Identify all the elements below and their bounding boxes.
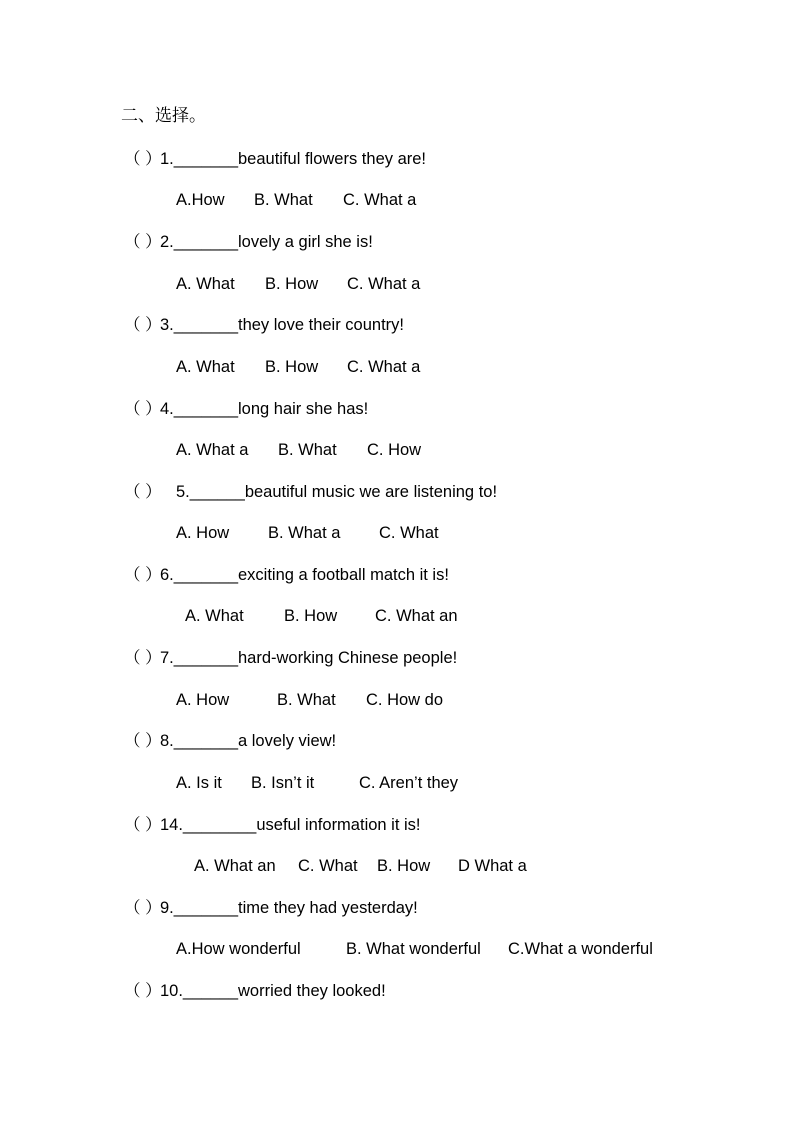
options-2	[176, 273, 420, 295]
options-8	[176, 772, 458, 794]
option-b: B. Isn’t it	[251, 774, 315, 792]
question-5	[124, 481, 497, 503]
option-d: D What a	[458, 857, 527, 875]
option-b: B. What	[277, 691, 336, 709]
options-14	[194, 855, 527, 877]
option-a: A.How	[176, 191, 225, 209]
question-text: 6._______exciting a football match it is!	[160, 566, 449, 584]
options-3	[176, 356, 420, 378]
question-14	[124, 814, 421, 836]
option-a: A. What a	[176, 441, 249, 459]
option-a: A. What	[185, 607, 244, 625]
question-text: 1._______beautiful flowers they are!	[160, 150, 427, 168]
option-c: C. What	[298, 857, 358, 875]
option-b: B. How	[265, 275, 319, 293]
answer-blank: （ ）	[124, 899, 162, 917]
question-6	[124, 564, 449, 586]
question-text: 9._______time they had yesterday!	[160, 899, 418, 917]
question-4	[124, 398, 368, 420]
option-c: C. What a	[347, 358, 421, 376]
question-text: 4._______long hair she has!	[160, 400, 369, 418]
answer-blank: （ ）	[124, 233, 162, 251]
answer-blank: （ ）	[124, 649, 162, 667]
option-b: B. How	[265, 358, 319, 376]
options-1	[176, 189, 416, 211]
option-c: C. What a	[347, 275, 421, 293]
options-7	[176, 689, 443, 711]
option-a: A. Is it	[176, 774, 222, 792]
option-a: A. What	[176, 275, 235, 293]
option-c: C. What	[379, 524, 439, 542]
option-c: C. What an	[375, 607, 458, 625]
answer-blank: （ ）	[124, 483, 162, 501]
options-9	[176, 938, 653, 960]
option-c: C.What a wonderful	[508, 940, 653, 958]
section-title: 二、选择。	[121, 106, 206, 126]
option-a: A. How	[176, 691, 230, 709]
option-b: B. How	[284, 607, 338, 625]
question-text: 10.______worried they looked!	[160, 982, 386, 1000]
question-text: 14.________useful information it is!	[160, 816, 421, 834]
answer-blank: （ ）	[124, 316, 162, 334]
option-a: A. What	[176, 358, 235, 376]
option-c: C. What a	[343, 191, 417, 209]
option-b: B. What wonderful	[346, 940, 481, 958]
answer-blank: （ ）	[124, 566, 162, 584]
question-8	[124, 730, 336, 752]
option-a: A. How	[176, 524, 230, 542]
option-c: C. Aren’t they	[359, 774, 459, 792]
answer-blank: （ ）	[124, 982, 162, 1000]
option-c: C. How	[367, 441, 422, 459]
question-text: 2._______lovely a girl she is!	[160, 233, 373, 251]
option-a: A.How wonderful	[176, 940, 301, 958]
options-6	[185, 605, 458, 627]
options-5	[176, 522, 439, 544]
options-4	[176, 439, 421, 461]
answer-blank: （ ）	[124, 732, 162, 750]
question-text: 5.______beautiful music we are listening to!	[176, 483, 498, 501]
answer-blank: （ ）	[124, 816, 162, 834]
option-a: A. What an	[194, 857, 276, 875]
option-b: B. What	[278, 441, 337, 459]
question-text: 3._______they love their country!	[160, 316, 404, 334]
question-7	[124, 647, 457, 669]
question-9	[124, 897, 418, 919]
question-3	[124, 314, 404, 336]
option-b: B. What	[254, 191, 313, 209]
question-10	[124, 980, 386, 1002]
option-b: B. What a	[268, 524, 341, 542]
option-c: C. How do	[366, 691, 444, 709]
option-b: B. How	[377, 857, 431, 875]
question-text: 7._______hard-working Chinese people!	[160, 649, 458, 667]
question-1	[124, 148, 426, 170]
answer-blank: （ ）	[124, 150, 162, 168]
question-text: 8._______a lovely view!	[160, 732, 337, 750]
answer-blank: （ ）	[124, 400, 162, 418]
question-2	[124, 231, 373, 253]
